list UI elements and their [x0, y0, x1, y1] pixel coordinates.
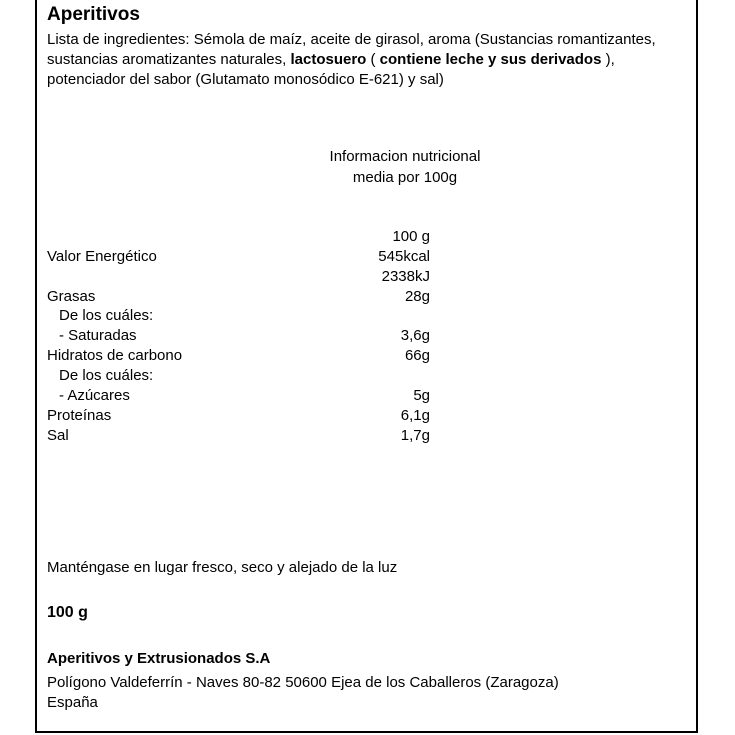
sugars-value: 5g	[413, 387, 430, 404]
carbs-label: Hidratos de carbono	[47, 347, 183, 364]
salt-value: 1,7g	[400, 427, 430, 444]
net-weight: 100 g	[47, 604, 88, 621]
carbs-of-which-label: De los cuáles:	[59, 367, 154, 384]
saturated-label: - Saturadas	[59, 327, 137, 344]
fat-label: Grasas	[47, 288, 96, 305]
fat-value: 28g	[404, 288, 430, 305]
ingredients-suffix: ), potenciador del sabor (Glutamato monosódico E-621) y sal)	[47, 51, 615, 88]
sugars-label: - Azúcares	[59, 387, 130, 404]
fat-of-which-label: De los cuáles:	[59, 307, 154, 324]
storage-instructions: Manténgase en lugar fresco, seco y alejado de la luz	[47, 559, 398, 576]
nutrition-heading-line2: media por 100g	[352, 169, 458, 186]
protein-label: Proteínas	[47, 407, 112, 424]
nutrition-column-header: 100 g	[392, 228, 430, 245]
ingredients-prefix: Lista de ingredientes: Sémola de maíz, aceite de girasol, aroma (Sustancias romantizantes, sustancias aromatizantes naturales,	[47, 31, 656, 68]
energy-kcal-value: 545kcal	[378, 248, 430, 265]
company-name: Aperitivos y Extrusionados S.A	[47, 650, 271, 667]
energy-label: Valor Energético	[47, 248, 157, 265]
ingredients-allergen-1: lactosuero	[290, 51, 367, 68]
ingredients-middle: (	[366, 51, 380, 68]
ingredients-allergen-2: contiene leche y sus derivados	[379, 51, 602, 68]
salt-label: Sal	[47, 427, 69, 444]
energy-kj-value: 2338kJ	[381, 268, 430, 285]
nutrition-heading-line1: Informacion nutricional	[329, 148, 481, 165]
protein-value: 6,1g	[400, 407, 430, 424]
company-country: España	[47, 694, 98, 711]
saturated-value: 3,6g	[400, 327, 430, 344]
ingredients-text	[47, 30, 687, 90]
product-title: Aperitivos	[47, 4, 140, 25]
carbs-value: 66g	[404, 347, 430, 364]
company-address: Polígono Valdeferrín - Naves 80-82 50600 Ejea de los Caballeros (Zaragoza)	[47, 674, 559, 691]
